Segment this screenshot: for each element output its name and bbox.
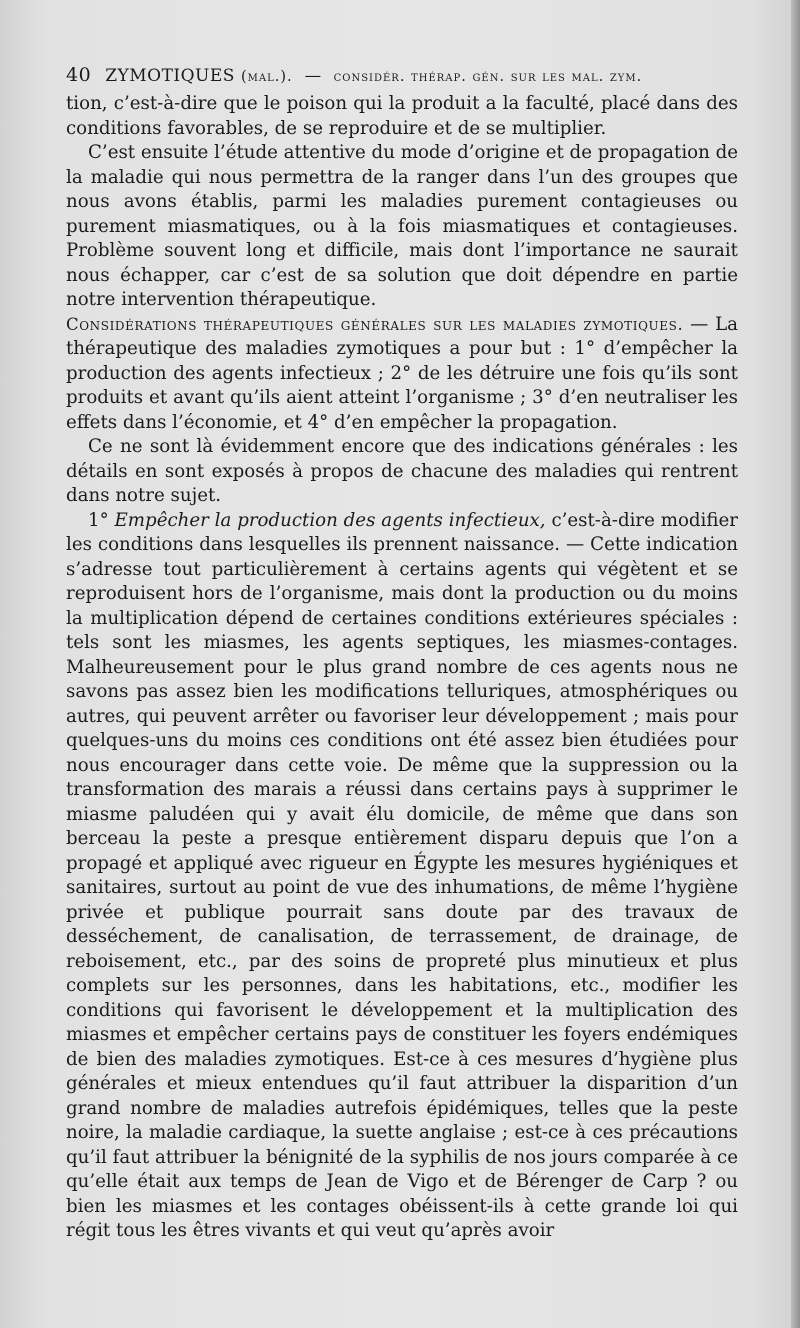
running-subtitle: considér. thérap. gén. sur les mal. zym. — [333, 69, 643, 85]
item-1-title: Empêcher la production des agents infectieux, — [114, 509, 546, 531]
item-1-paragraph — [66, 509, 738, 1244]
running-head — [66, 58, 738, 92]
page-content — [66, 58, 738, 1244]
section-heading: Considérations thérapeutiques générales sur les maladies zymotiques. — [66, 314, 684, 334]
page-number: 40 — [66, 64, 92, 86]
running-title: ZYMOTIQUES — [105, 66, 235, 86]
running-head-dash: — — [304, 66, 322, 85]
item-1-number: 1° — [88, 509, 109, 531]
paragraph-3: Ce ne sont là évidemment encore que des indications générales : les détails en sont exposés à propos de chacune des maladies qui rentrent dans notre sujet. — [66, 436, 738, 506]
section-paragraph — [66, 313, 738, 436]
item-1-text: c’est-à-dire modifier les conditions dans lesquelles ils prennent naissance. — Cette indication s’adresse tout particulièrement à certains agents qui végètent et se reproduisent hors de l’organisme, mais dont la production ou du moins la multiplication dépend de certaines conditions extérieures spéciales : tels sont les miasmes, les agents septiques, les miasmes-contages. Malheureusement pour le plus grand nombre de ces agents nous ne savons pas assez bien les modifications telluriques, atmosphériques ou autres, qui peuvent arrêter ou favoriser leur développement ; mais pour quelques-uns du moins ces conditions ont été assez bien étudiées pour nous encourager dans cette voie. De même que la suppression ou la transformation des marais a réussi dans certains pays à supprimer le miasme paludéen qui y avait élu domicile, de même que dans son berceau la peste a presque entièrement disparu depuis que l’on a propagé et appliqué avec rigueur en Égypte les mesures hygiéniques et sanitaires, surtout au point de vue des inhumations, de même l’hygiène privée et publique pourrait sans doute par des travaux de desséchement, de canalisation, de terrassement, de drainage, de reboisement, etc., par des soins de propreté plus minutieux et plus complets sur les personnes, dans les habitations, etc., modifier les conditions qui favorisent le développement et la multiplication des miasmes et empêcher certains pays de constituer les foyers endémiques de bien des maladies zymotiques. Est-ce à ces mesures d’hygiène plus générales et mieux entendues qu’il faut attribuer la disparition d’un grand nombre de maladies autrefois épidémiques, telles que la peste noire, la maladie cardiaque, la suette anglaise ; est-ce à ces précautions qu’il faut attribuer la bénignité de la syphilis de nos jours comparée à ce qu’elle était aux temps de Jean de Vigo et de Bérenger de Carp ? ou bien les miasmes et les contages obéissent-ils à cette grande loi qui régit tous les êtres vivants et qui veut qu’après avoir — [66, 509, 738, 1241]
running-title-paren: (mal.). — [240, 69, 293, 85]
section-text: — La thérapeutique des maladies zymotiques a pour but : 1° d’empêcher la production des agents infectieux ; 2° de les détruire une fois qu’ils sont produits et avant qu’ils aient atteint l’organisme ; 3° d’en neutraliser les effets dans l’économie, et 4° d’en empêcher la propagation. — [66, 313, 738, 433]
page-edge — [791, 0, 800, 1328]
paragraph-1: tion, c’est-à-dire que le poison qui la produit a la faculté, placé dans des conditions favorables, de se reproduire et de se multiplier. — [66, 93, 738, 139]
body-text — [66, 92, 738, 1244]
paragraph-2: C’est ensuite l’étude attentive du mode d’origine et de propagation de la maladie qui nous permettra de la ranger dans l’un des groupes que nous avons établis, parmi les maladies purement contagieuses ou purement miasmatiques, ou à la fois miasmatiques et contagieuses. Problème souvent long et difficile, mais dont l’importance ne saurait nous échapper, car c’est de sa solution que doit dépendre en partie notre intervention thérapeutique. — [66, 142, 738, 310]
